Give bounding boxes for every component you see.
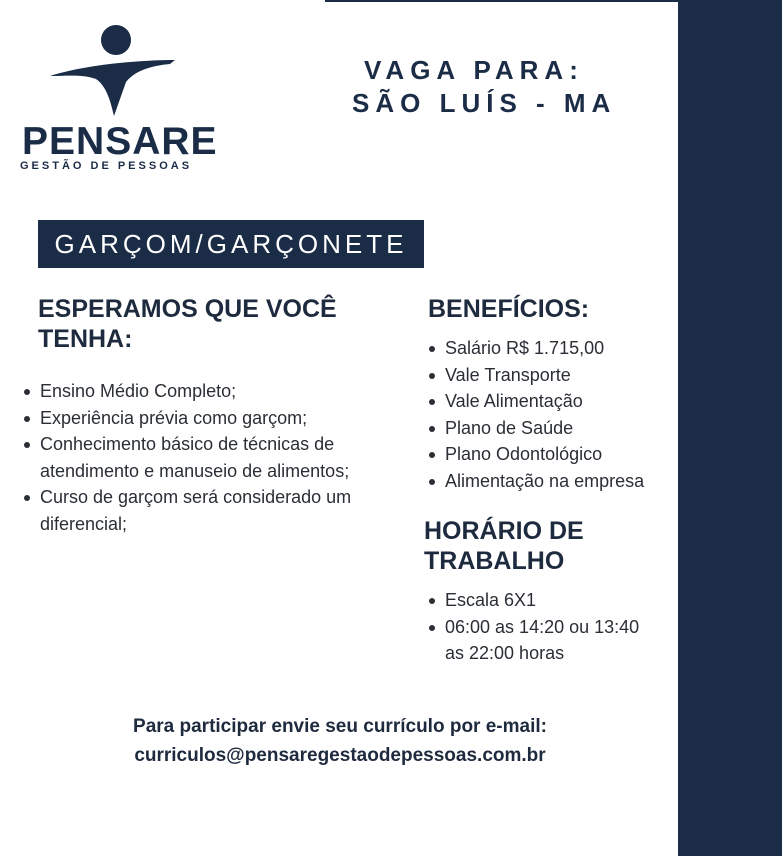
vaga-line-2: SÃO LUÍS - MA (352, 88, 617, 118)
list-item: Alimentação na empresa (427, 468, 677, 495)
list-item: Conhecimento básico de técnicas de atendimento e manuseio de alimentos; (22, 431, 402, 484)
apply-instruction: Para participar envie seu currículo por e-mail: (133, 716, 547, 737)
top-border-line (325, 0, 678, 2)
vaga-line-1: VAGA PARA: (364, 55, 584, 85)
location-heading (352, 54, 616, 120)
schedule-list (427, 587, 657, 667)
brand-name: PENSARE (22, 120, 218, 163)
benefits-list (427, 335, 677, 494)
job-title: GARÇOM/GARÇONETE (54, 228, 408, 259)
list-item: 06:00 as 14:20 ou 13:40 as 22:00 horas (427, 614, 657, 667)
list-item: Plano de Saúde (427, 415, 677, 442)
schedule-title: HORÁRIO DE TRABALHO (424, 517, 584, 575)
requirements-list (22, 378, 402, 537)
list-item: Curso de garçom será considerado um diferencial; (22, 484, 402, 537)
brand-tagline: GESTÃO DE PESSOAS (20, 160, 193, 172)
requirements-title: ESPERAMOS QUE VOCÊ TENHA: (38, 295, 337, 353)
list-item: Salário R$ 1.715,00 (427, 335, 677, 362)
list-item: Vale Alimentação (427, 388, 677, 415)
list-item: Ensino Médio Completo; (22, 378, 402, 405)
job-title-banner (38, 220, 424, 268)
list-item: Plano Odontológico (427, 441, 677, 468)
list-item: Escala 6X1 (427, 587, 657, 614)
pensare-logo (18, 24, 218, 174)
benefits-title: BENEFÍCIOS: (428, 295, 590, 323)
contact-email[interactable]: curriculos@pensaregestaodepessoas.com.br (134, 745, 546, 766)
person-swoosh-logo-icon (48, 24, 178, 119)
list-item: Experiência prévia como garçom; (22, 405, 402, 432)
navy-side-band (678, 0, 782, 856)
apply-footer (20, 712, 660, 770)
list-item: Vale Transporte (427, 362, 677, 389)
